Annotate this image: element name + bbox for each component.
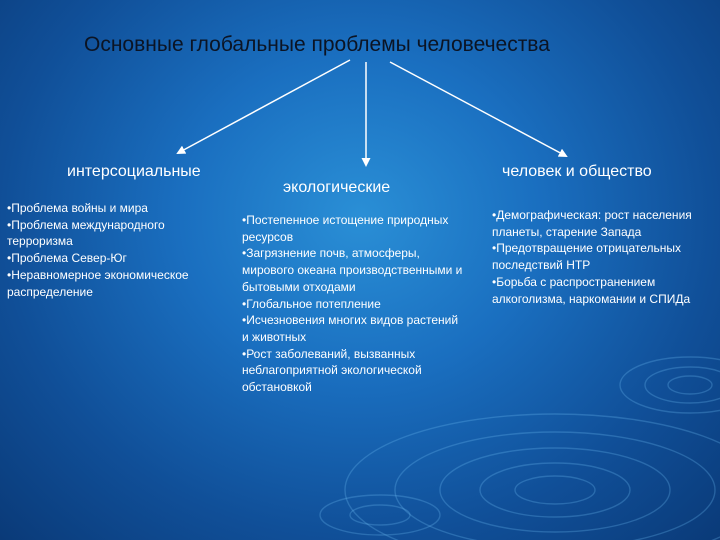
list-item: •Постепенное истощение природных ресурсов <box>242 213 449 244</box>
diagram-title: Основные глобальные проблемы человечества <box>84 33 550 56</box>
category-ecological: экологические <box>283 179 391 196</box>
list-item: •Загрязнение почв, атмосферы, мирового океана производственными и бытовыми отходами <box>242 246 463 294</box>
intersocial-problems-list <box>7 200 225 300</box>
list-item: •Неравномерное экономическое распределение <box>7 267 189 299</box>
list-item: •Проблема Север-Юг <box>7 251 127 266</box>
human-society-problems-list <box>492 207 714 307</box>
ecological-problems-list <box>242 212 464 396</box>
list-item: •Исчезновения многих видов растений и животных <box>242 313 459 344</box>
category-intersocial: интерсоциальные <box>67 163 201 180</box>
list-item: •Проблема войны и мира <box>7 201 148 215</box>
list-item: •Демографическая: рост населения планеты, старение Запада <box>492 208 692 239</box>
arrow-to-human-society <box>390 62 566 156</box>
list-item: •Глобальное потепление <box>242 296 381 311</box>
category-human-society: человек и общество <box>502 163 652 180</box>
list-item: •Борьба с распространением алкоголизма, наркомании и СПИДа <box>492 274 691 306</box>
list-item: •Предотвращение отрицательных последствий НТР <box>492 241 681 273</box>
list-item: •Рост заболеваний, вызванных неблагоприятной экологической обстановкой <box>242 346 422 395</box>
arrow-to-intersocial <box>178 60 350 153</box>
list-item: •Проблема международного терроризма <box>7 217 165 249</box>
